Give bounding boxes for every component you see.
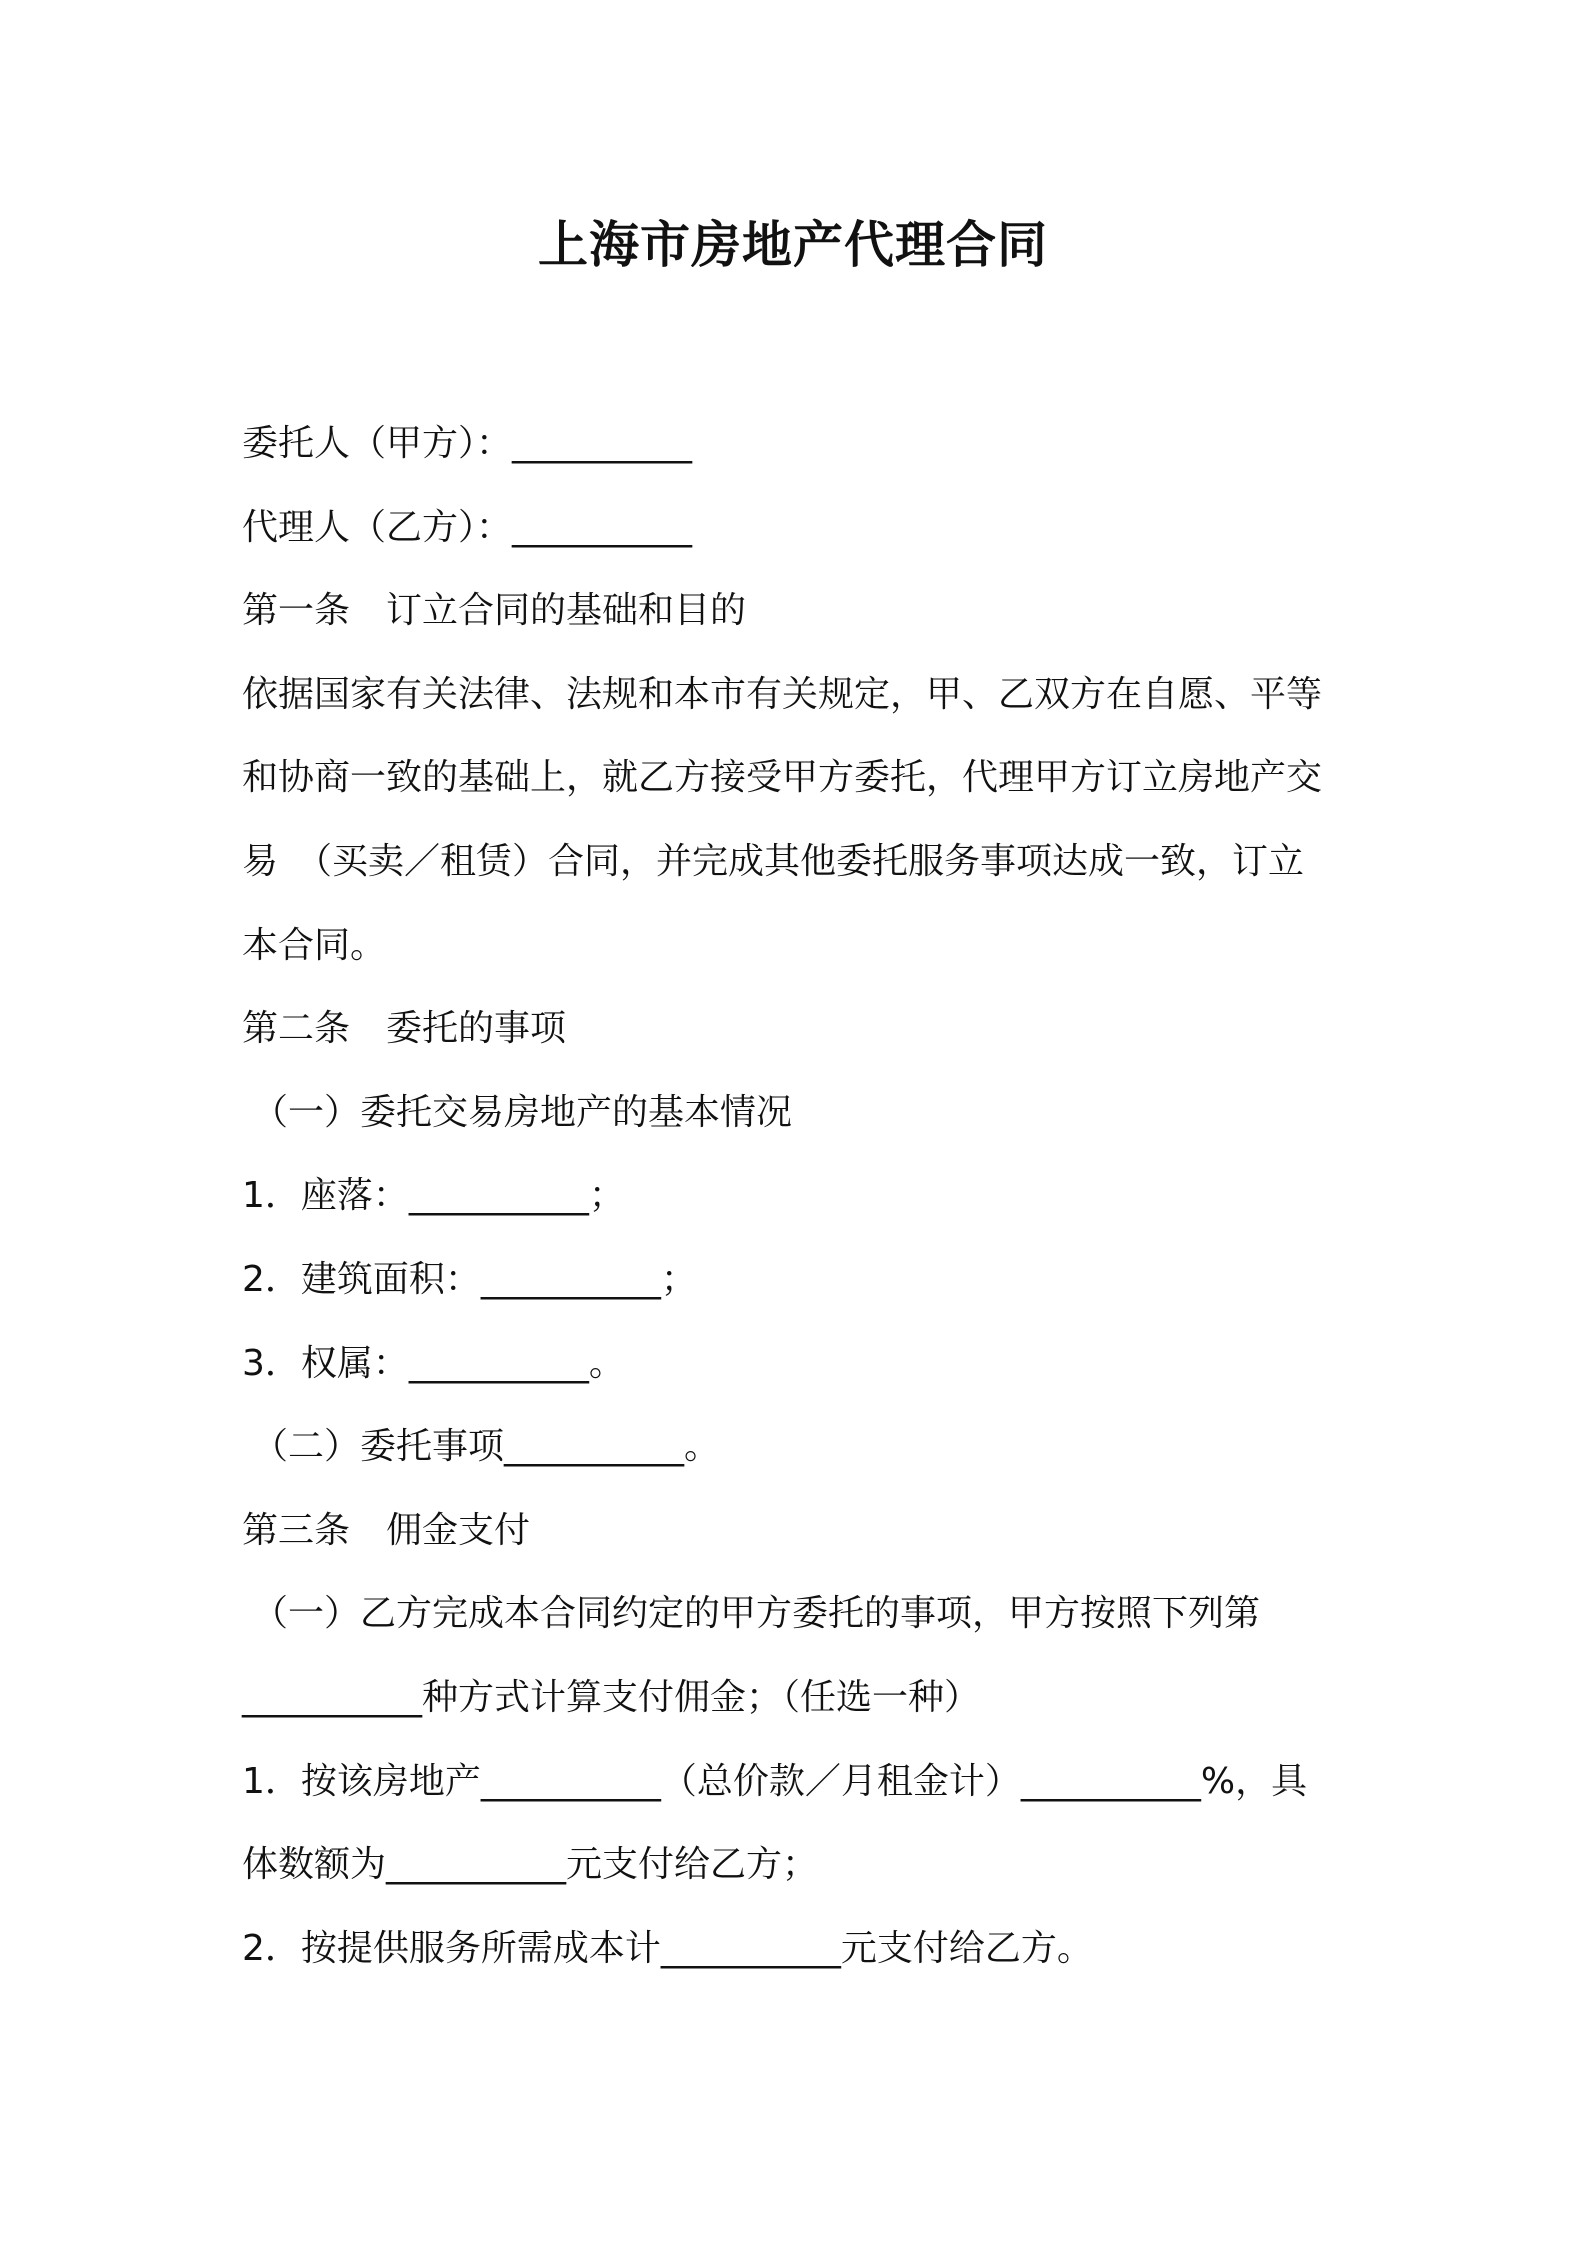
floor-area-line: 2．建筑面积：__________； [242, 1258, 697, 1300]
payment-method-2-line: 2．按提供服务所需成本计__________元支付给乙方。 [242, 1927, 1093, 1969]
location-line: 1．座落：__________； [242, 1175, 625, 1217]
article-1-heading: 第一条 订立合同的基础和目的 [242, 590, 747, 632]
payment-method-1-line-2: 体数额为__________元支付给乙方； [242, 1844, 819, 1886]
contract-body [242, 402, 1362, 1990]
section-2-2-line: （二）委托事项__________。 [252, 1426, 721, 1468]
article-1-text-line-2: 和协商一致的基础上，就乙方接受甲方委托，代理甲方订立房地产交 [242, 757, 1323, 799]
article-1-text-line-1: 依据国家有关法律、法规和本市有关规定，甲、乙双方在自愿、平等 [242, 673, 1323, 715]
section-3-1-line-1: （一）乙方完成本合同约定的甲方委托的事项，甲方按照下列第 [252, 1593, 1261, 1635]
ownership-line: 3．权属：__________。 [242, 1342, 625, 1384]
article-3-heading: 第三条 佣金支付 [242, 1509, 531, 1551]
payment-method-1-line-1: 1．按该房地产__________（总价款／月租金计）__________%，具 [242, 1760, 1308, 1802]
party-b-line: 代理人（乙方）：__________ [242, 506, 693, 548]
section-3-1-line-2: __________种方式计算支付佣金；（任选一种） [242, 1676, 981, 1718]
article-1-text-line-4: 本合同。 [242, 924, 387, 966]
party-a-line: 委托人（甲方）：__________ [242, 423, 693, 464]
document-title: 上海市房地产代理合同 [538, 216, 1048, 274]
article-1-text-line-3: 易 （买卖／租赁）合同，并完成其他委托服务事项达成一致，订立 [242, 840, 1305, 882]
section-2-1-heading: （一）委托交易房地产的基本情况 [252, 1091, 793, 1133]
article-2-heading: 第二条 委托的事项 [242, 1008, 567, 1050]
